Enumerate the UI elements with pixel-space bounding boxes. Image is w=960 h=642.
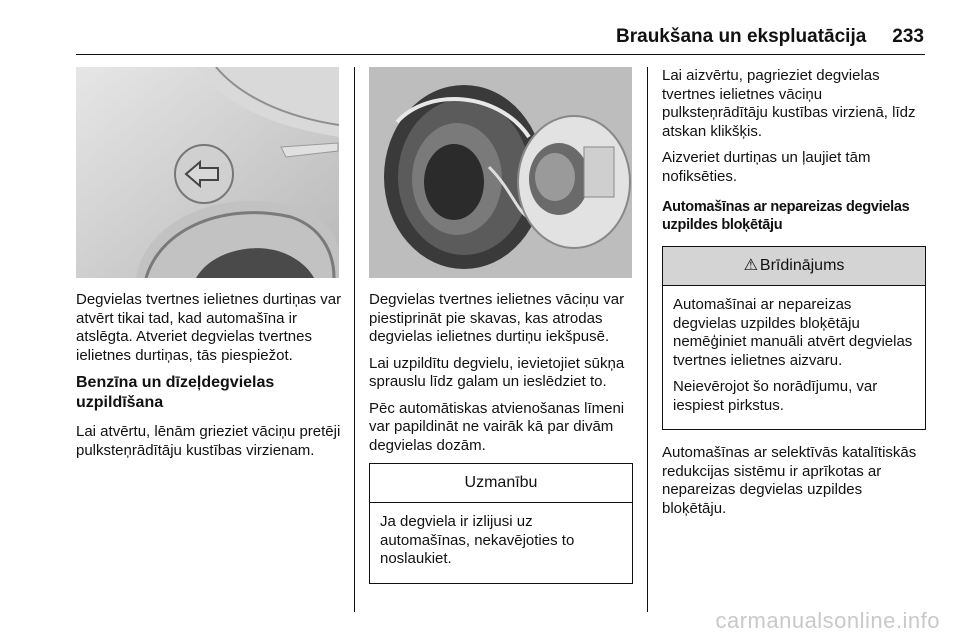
warning-text-2: Neievērojot šo norādījumu, var iespiest pirkstus.	[673, 378, 878, 414]
section-heading-misfuel: Automašīnas ar nepareizas degvielas uzpildes bloķētāju	[662, 199, 910, 233]
warning-box	[662, 246, 926, 430]
caution-title: Uzmanību	[370, 464, 632, 503]
warning-title: Brīdinājums	[759, 257, 845, 274]
fuel-door-photo	[76, 67, 339, 278]
caution-text: Ja degviela ir izlijusi uz automašīnas, nekavējoties to noslaukiet.	[380, 513, 575, 567]
close-door-paragraph: Aizveriet durtiņas un ļaujiet tām nofiksēties.	[662, 149, 871, 185]
caution-box	[369, 463, 633, 584]
column-divider-1	[354, 67, 355, 612]
column-2	[369, 291, 633, 584]
watermark: carmanualsonline.info	[715, 608, 940, 633]
header-rule	[76, 54, 925, 55]
filler-cap-photo	[369, 67, 632, 278]
filler-cap-illustration	[369, 67, 632, 278]
column-divider-2	[647, 67, 648, 612]
page-header	[76, 26, 924, 48]
section-heading-refuelling: Benzīna un dīzeļdegvielas uzpildīšana	[76, 374, 275, 411]
cap-clip-paragraph: Degvielas tvertnes ielietnes vāciņu var piestiprināt pie skavas, kas atrodas degvielas ielietnes durtiņu iekšpusē.	[369, 291, 625, 345]
intro-paragraph: Degvielas tvertnes ielietnes durtiņas var atvērt tikai tad, kad automašīna ir atslēgta. Atveriet degvielas tvertnes ielietnes durtiņas, tās piespiežot.	[76, 291, 342, 364]
running-title: Braukšana un ekspluatācija	[616, 26, 867, 47]
column-3	[662, 67, 926, 526]
warning-text-1: Automašīnai ar nepareizas degvielas uzpildes bloķētāju nemēģiniet manuāli atvērt degvielas tvertnes ielietnes aizvaru.	[673, 296, 913, 369]
scr-paragraph: Automašīnas ar selektīvās katalītiskās redukcijas sistēmu ir aprīkotas ar nepareizas degvielas uzpildes bloķētāju.	[662, 444, 917, 517]
close-cap-paragraph: Lai aizvērtu, pagrieziet degvielas tvertnes ielietnes vāciņu pulksteņrādītāju kustības virzienā, līdz atskan klikšķis.	[662, 67, 916, 140]
warning-triangle-icon: ⚠	[743, 257, 758, 274]
open-cap-paragraph: Lai atvērtu, lēnām grieziet vāciņu pretēji pulksteņrādītāju kustības virzienam.	[76, 423, 341, 459]
nozzle-paragraph: Lai uzpildītu degvielu, ievietojiet sūkņa sprauslu līdz galam un ieslēdziet to.	[369, 354, 625, 390]
warning-header	[663, 247, 925, 286]
column-1	[76, 291, 344, 468]
fuel-door-illustration	[76, 67, 339, 278]
top-up-paragraph: Pēc automātiskas atvienošanas līmeni var papildināt ne vairāk kā par divām degvielas dozām.	[369, 399, 625, 454]
page-number: 233	[892, 26, 924, 47]
